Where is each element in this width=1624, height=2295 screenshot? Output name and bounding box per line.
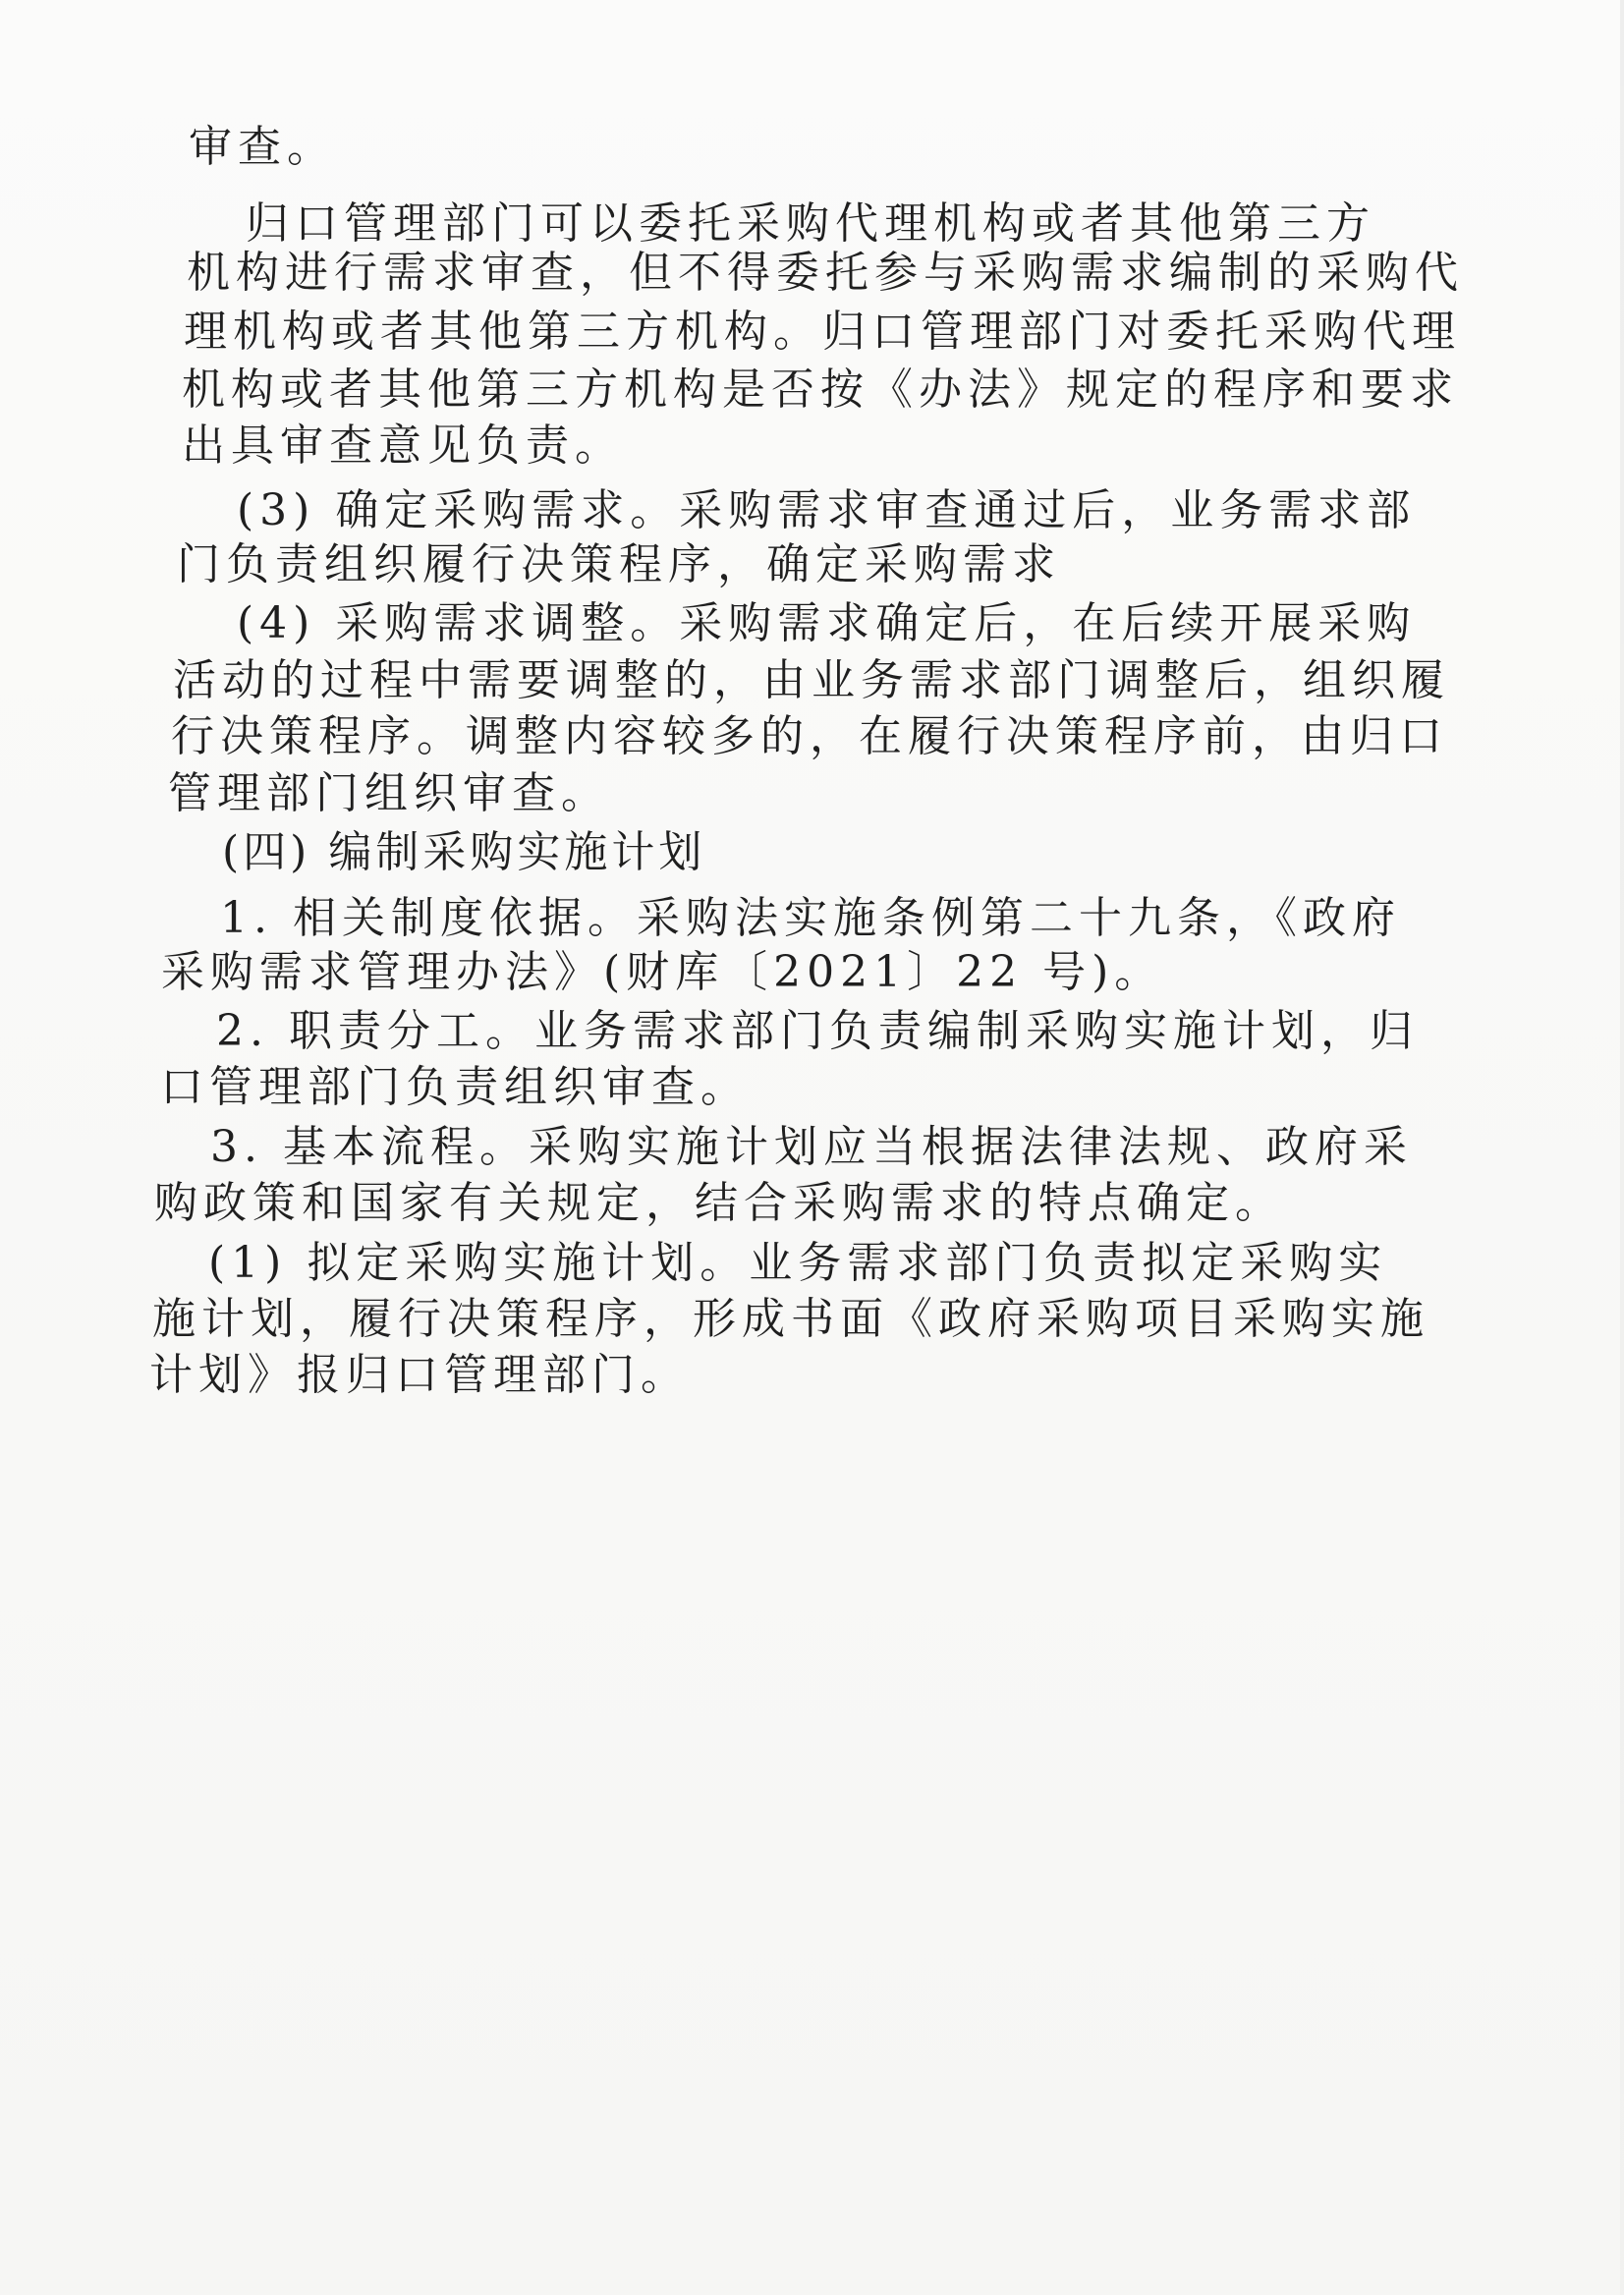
text-line-21: 施计划，履行决策程序，形成书面《政府采购项目采购实施 (152, 1294, 1429, 1344)
text-line-15: 采购需求管理办法》(财库〔2021〕22 号)。 (161, 947, 1164, 997)
text-line-4: 理机构或者其他第三方机构。归口管理部门对委托采购代理 (184, 307, 1461, 357)
text-line-16: 2. 职责分工。业务需求部门负责编制采购实施计划，归 (216, 1006, 1419, 1056)
text-line-8: 门负责组织履行决策程序，确定采购需求 (177, 539, 1061, 589)
text-line-2: 归口管理部门可以委托采购代理机构或者其他第三方 (246, 198, 1375, 249)
text-line-18: 3. 基本流程。采购实施计划应当根据法律法规、政府采 (210, 1122, 1413, 1172)
text-line-10: 活动的过程中需要调整的，由业务需求部门调整后，组织履 (173, 655, 1450, 705)
text-line-3: 机构进行需求审查，但不得委托参与采购需求编制的采购代 (187, 248, 1464, 298)
text-line-9: (4) 采购需求调整。采购需求确定后，在后续开展采购 (237, 598, 1417, 648)
section-heading: (四) 编制采购实施计划 (222, 827, 706, 877)
text-line-19: 购政策和国家有关规定，结合采购需求的特点确定。 (154, 1178, 1284, 1228)
text-line-11: 行决策程序。调整内容较多的，在履行决策程序前，由归口 (171, 711, 1448, 761)
text-line-14: 1. 相关制度依据。采购法实施条例第二十九条，《政府 (220, 893, 1401, 943)
text-line-6: 出具审查意见负责。 (182, 420, 624, 471)
text-line-22: 计划》报归口管理部门。 (149, 1350, 690, 1400)
text-line-17: 口管理部门负责组织审查。 (160, 1062, 750, 1112)
text-line-1: 审查。 (189, 122, 336, 172)
text-line-20: (1) 拟定采购实施计划。业务需求部门负责拟定采购实 (208, 1238, 1388, 1288)
text-line-5: 机构或者其他第三方机构是否按《办法》规定的程序和要求 (182, 364, 1459, 415)
scan-edge (1620, 0, 1624, 2295)
text-line-12: 管理部门组织审查。 (168, 768, 610, 818)
text-line-7: (3) 确定采购需求。采购需求审查通过后，业务需求部 (237, 485, 1417, 535)
